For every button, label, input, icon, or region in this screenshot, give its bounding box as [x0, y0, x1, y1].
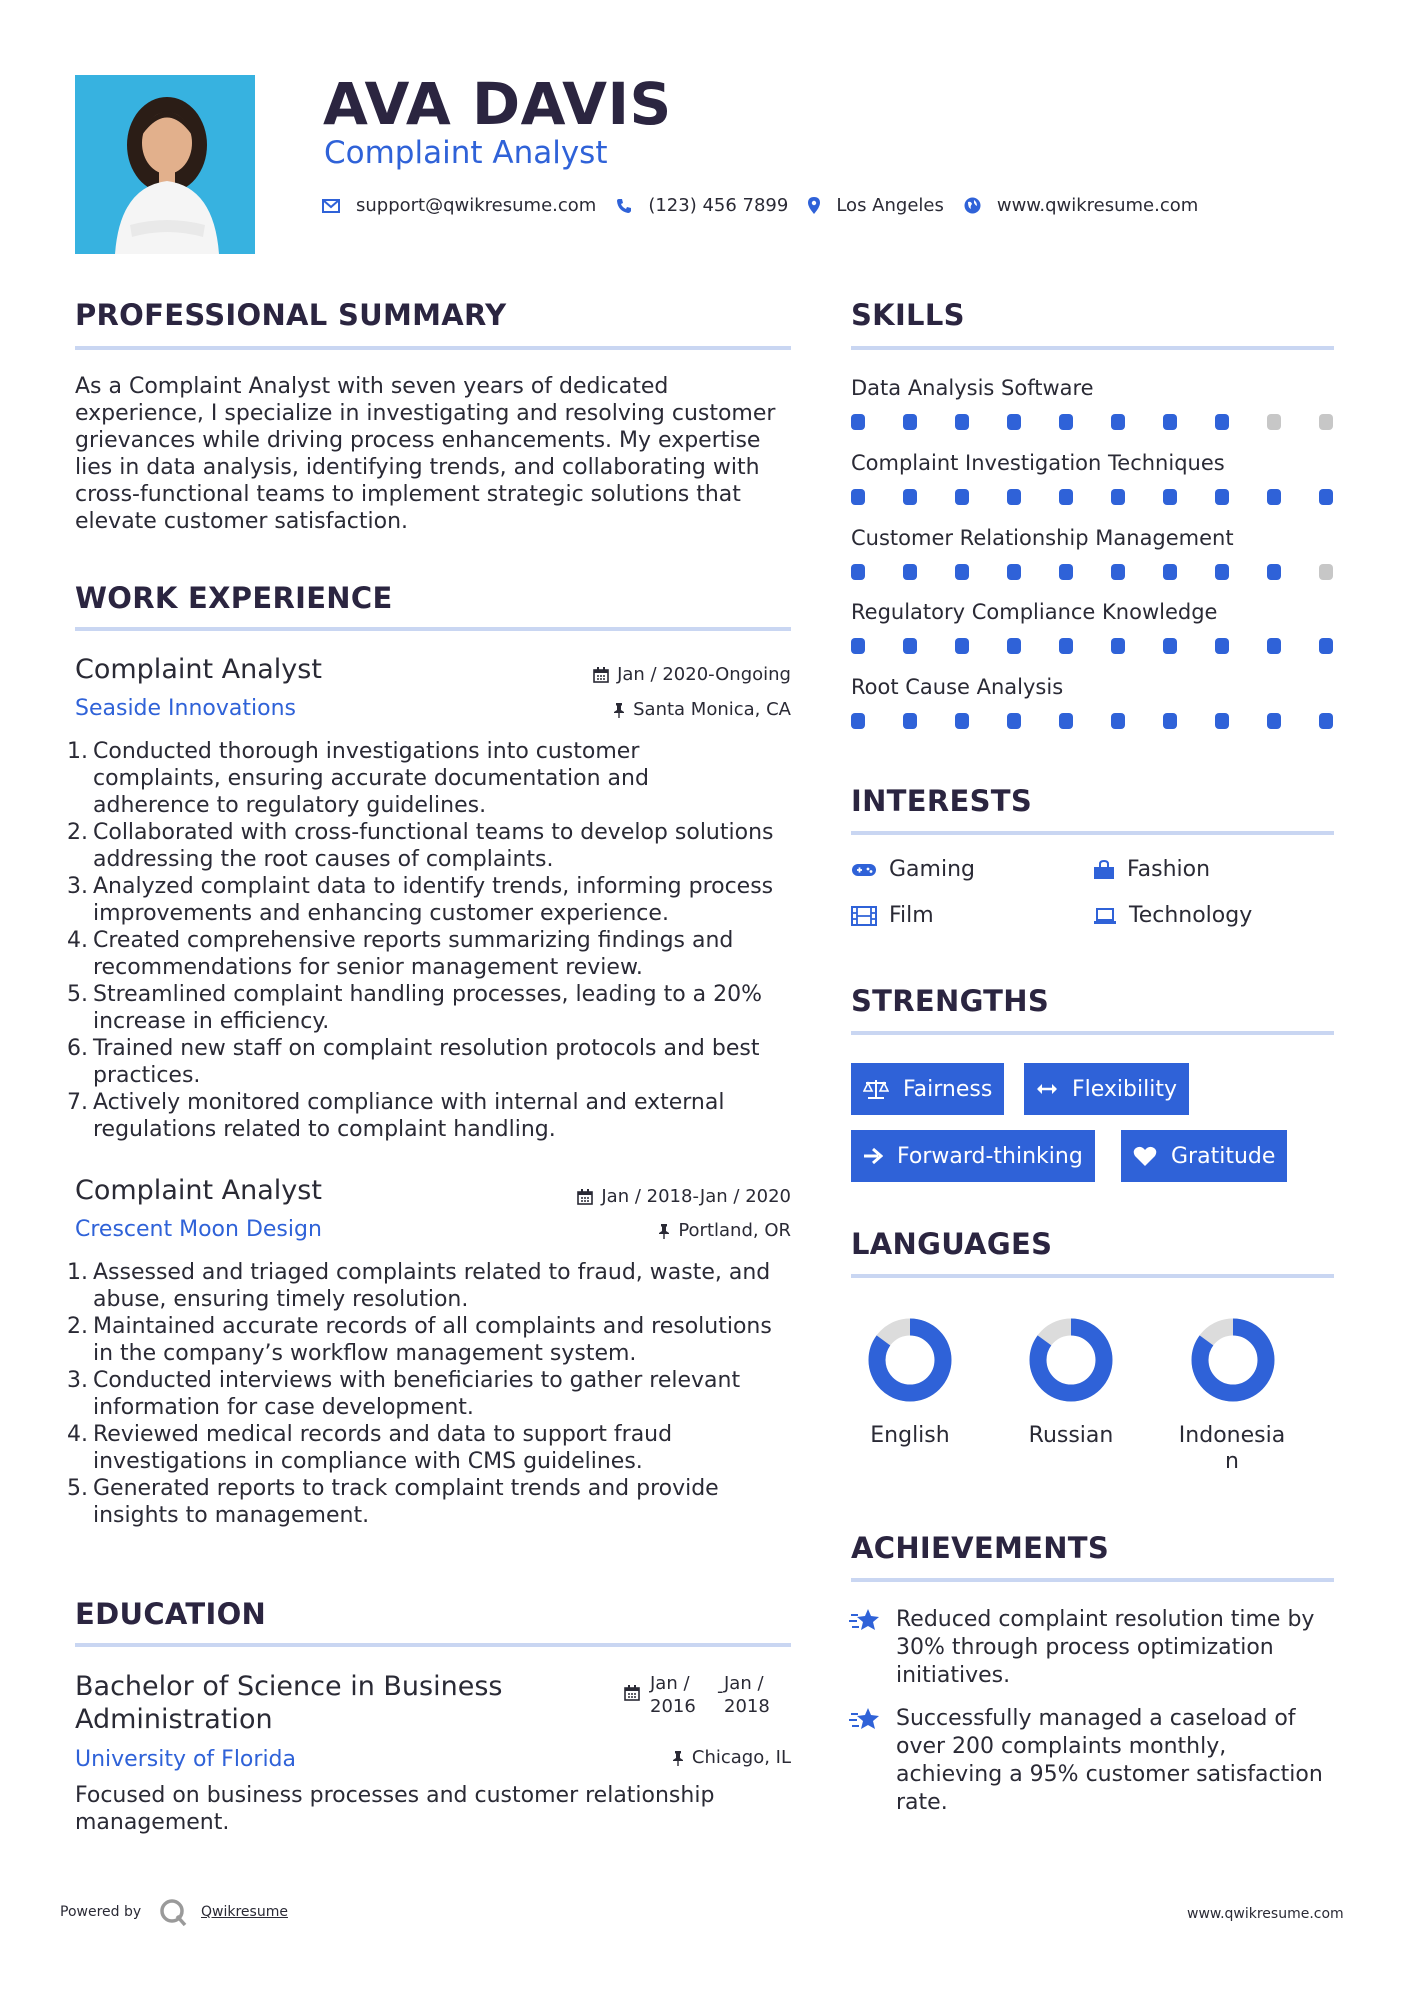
strength-label: Fairness: [903, 1076, 993, 1102]
contact-location: [808, 195, 944, 216]
bullet-number: 4.: [67, 1422, 88, 1447]
edu-desc-line: Focused on business processes and customer relationship: [75, 1783, 715, 1808]
skill-dot-filled: [903, 713, 917, 729]
job-bullets: [67, 1259, 805, 1529]
skill-dot-filled: [1319, 638, 1333, 654]
achievement-line: Successfully managed a caseload of: [896, 1706, 1296, 1731]
job-date-text: Jan / 2018-Jan / 2020: [601, 1186, 791, 1207]
bullet-number: 4.: [67, 928, 88, 953]
bullet-item: [67, 1089, 805, 1143]
skill-dot-filled: [1111, 713, 1125, 729]
skill-dot-filled: [1215, 489, 1229, 505]
job-date: [500, 1186, 791, 1207]
pushpin-icon: [672, 1750, 684, 1766]
skill-dot-filled: [1163, 638, 1177, 654]
edu-date-dash: -: [717, 1681, 724, 1702]
job-date: [540, 664, 791, 685]
contact-bar: [322, 195, 1218, 216]
gamepad-icon: [851, 862, 877, 878]
achievements-divider: [851, 1578, 1334, 1582]
bullet-line: Streamlined complaint handling processes, leading to a 20%: [93, 982, 763, 1007]
interests-divider: [851, 831, 1334, 835]
skill-dot-filled: [1059, 638, 1073, 654]
qwikresume-link[interactable]: Qwikresume: [201, 1904, 288, 1920]
summary-text: [75, 373, 805, 535]
skill-rating: [851, 638, 1333, 654]
contact-phone[interactable]: [616, 195, 788, 216]
bullet-number: 1.: [67, 1260, 88, 1285]
candidate-title: Complaint Analyst: [324, 135, 608, 171]
achievement-item: [896, 1705, 1336, 1817]
bullet-item: [67, 738, 805, 819]
language-proficiency-donut: [1021, 1310, 1121, 1410]
bullet-line: Trained new staff on complaint resolution protocols and best: [93, 1036, 760, 1061]
interests-heading: INTERESTS: [851, 784, 1033, 818]
location-text: Los Angeles: [836, 195, 944, 216]
skill-name: Complaint Investigation Techniques: [851, 451, 1225, 475]
summary-line: experience, I specialize in investigating and resolving customer: [75, 401, 776, 426]
bullet-line: recommendations for senior management review.: [93, 955, 643, 980]
bullet-number: 3.: [67, 874, 88, 899]
bullet-line: increase in efficiency.: [93, 1009, 330, 1034]
bullet-line: in the company’s workflow management system.: [93, 1341, 637, 1366]
bullet-line: Maintained accurate records of all complaints and resolutions: [93, 1314, 772, 1339]
skill-dot-filled: [851, 489, 865, 505]
skill-dot-filled: [1007, 564, 1021, 580]
bullet-number: 5.: [67, 1476, 88, 1501]
achievement-line: initiatives.: [896, 1663, 1011, 1688]
bullet-item: [67, 1035, 805, 1089]
bullet-line: abuse, ensuring timely resolution.: [93, 1287, 469, 1312]
bullet-line: Conducted interviews with beneficiaries to gather relevant: [93, 1368, 741, 1393]
bullet-line: practices.: [93, 1063, 201, 1088]
skill-dot-filled: [1163, 564, 1177, 580]
strength-label: Flexibility: [1072, 1076, 1177, 1102]
summary-heading: PROFESSIONAL SUMMARY: [75, 298, 507, 332]
interest-label: Gaming: [889, 857, 975, 882]
interest-technology: [1093, 903, 1252, 928]
edu-end-date: [724, 1672, 770, 1718]
skill-dot-filled: [1267, 713, 1281, 729]
achievement-item: [896, 1606, 1336, 1690]
skill-dot-filled: [1059, 713, 1073, 729]
skill-dot-filled: [1007, 414, 1021, 430]
bullet-number: 2.: [67, 820, 88, 845]
bullet-line: complaints, ensuring accurate documentation and: [93, 766, 649, 791]
edu-location: [540, 1747, 791, 1768]
shooting-star-icon: [849, 1607, 881, 1633]
bullet-line: Actively monitored compliance with internal and external: [93, 1090, 725, 1115]
strength-gratitude: [1121, 1130, 1287, 1182]
education-description: [75, 1782, 805, 1836]
skill-dot-filled: [1215, 713, 1229, 729]
bullet-line: Generated reports to track complaint trends and provide: [93, 1476, 719, 1501]
bullet-item: [67, 1421, 805, 1475]
skill-dot-filled: [1215, 414, 1229, 430]
skill-dot-filled: [955, 638, 969, 654]
company-name: Crescent Moon Design: [75, 1217, 322, 1242]
strengths-heading: STRENGTHS: [851, 984, 1050, 1018]
bullet-line: Created comprehensive reports summarizing findings and: [93, 928, 734, 953]
phone-text: (123) 456 7899: [648, 195, 789, 216]
skill-dot-filled: [1319, 713, 1333, 729]
bullet-line: Collaborated with cross-functional teams to develop solutions: [93, 820, 774, 845]
bullet-number: 7.: [67, 1090, 88, 1115]
skill-dot-filled: [955, 564, 969, 580]
website-text: www.qwikresume.com: [996, 195, 1199, 216]
bullet-line: regulations related to complaint handling.: [93, 1117, 556, 1142]
bullet-line: insights to management.: [93, 1503, 370, 1528]
skills-heading: SKILLS: [851, 298, 965, 332]
strength-fairness: [851, 1063, 1004, 1115]
skill-dot-filled: [1059, 489, 1073, 505]
degree-line: Bachelor of Science in Business: [75, 1671, 503, 1702]
interest-gaming: [851, 857, 975, 882]
bullet-item: [67, 819, 805, 873]
bullet-item: [67, 927, 805, 981]
bullet-item: [67, 1367, 805, 1421]
language-proficiency-donut: [1183, 1310, 1283, 1410]
job-location: [540, 699, 791, 720]
skill-dot-filled: [1163, 489, 1177, 505]
job-location-text: Santa Monica, CA: [633, 699, 791, 720]
laptop-icon: [1093, 907, 1117, 925]
bullet-line: adherence to regulatory guidelines.: [93, 793, 487, 818]
strength-label: Gratitude: [1171, 1143, 1276, 1169]
bullet-number: 1.: [67, 739, 88, 764]
language-label: [1167, 1423, 1297, 1475]
bullet-line: Assessed and triaged complaints related to fraud, waste, and: [93, 1260, 771, 1285]
languages-divider: [851, 1274, 1334, 1278]
map-pin-icon: [808, 197, 820, 214]
skill-dot-filled: [1111, 564, 1125, 580]
bullet-line: information for case development.: [93, 1395, 474, 1420]
achievement-line: Reduced complaint resolution time by: [896, 1607, 1315, 1632]
email-text: support@qwikresume.com: [356, 195, 597, 216]
job-bullets: [67, 738, 805, 1143]
summary-line: cross-functional teams to implement strategic solutions that: [75, 482, 741, 507]
edu-start-month: Jan /: [650, 1673, 690, 1694]
balance-scale-icon: [863, 1078, 889, 1100]
edu-start-date: [650, 1672, 696, 1718]
summary-line: As a Complaint Analyst with seven years of dedicated: [75, 374, 669, 399]
language-proficiency-donut: [860, 1310, 960, 1410]
skill-dot-filled: [955, 713, 969, 729]
skill-dot-filled: [851, 564, 865, 580]
school-name: University of Florida: [75, 1747, 296, 1772]
interest-label: Fashion: [1127, 857, 1211, 882]
contact-website[interactable]: [964, 195, 1198, 216]
candidate-name: AVA DAVIS: [323, 70, 672, 138]
bullet-item: [67, 981, 805, 1035]
experience-heading: WORK EXPERIENCE: [75, 581, 393, 615]
envelope-icon: [322, 199, 340, 213]
skill-dot-filled: [1007, 489, 1021, 505]
achievement-line: 30% through process optimization: [896, 1635, 1274, 1660]
skill-dot-filled: [1007, 638, 1021, 654]
bullet-number: 6.: [67, 1036, 88, 1061]
arrow-right-icon: [863, 1147, 883, 1165]
strength-flexibility: [1024, 1063, 1189, 1115]
skill-name: Root Cause Analysis: [851, 675, 1064, 699]
skill-rating: [851, 414, 1333, 430]
strength-forward-thinking: [851, 1130, 1095, 1182]
interest-fashion: [1093, 857, 1210, 882]
heart-icon: [1133, 1146, 1157, 1167]
skill-dot-filled: [1267, 638, 1281, 654]
degree-line: Administration: [75, 1704, 273, 1735]
film-icon: [851, 906, 877, 926]
achievement-line: over 200 complaints monthly,: [896, 1734, 1227, 1759]
company-name: Seaside Innovations: [75, 696, 296, 721]
bullet-line: improvements and enhancing customer experience.: [93, 901, 669, 926]
globe-icon: [964, 197, 981, 214]
skill-dot-filled: [851, 713, 865, 729]
skill-dot-filled: [903, 489, 917, 505]
skill-dot-filled: [1163, 713, 1177, 729]
bullet-item: [67, 873, 805, 927]
bullet-item: [67, 1259, 805, 1313]
skill-rating: [851, 489, 1333, 505]
language-name: Russian: [1028, 1423, 1114, 1448]
pushpin-icon: [613, 702, 625, 718]
footer-website[interactable]: www.qwikresume.com: [1187, 1906, 1344, 1922]
arrows-horizontal-icon: [1036, 1082, 1058, 1096]
skill-dot-empty: [1319, 414, 1333, 430]
experience-divider: [75, 627, 791, 631]
profile-photo: [75, 75, 255, 254]
skill-rating: [851, 564, 1333, 580]
language-name-wrap: n: [1225, 1449, 1239, 1474]
bullet-line: Conducted thorough investigations into customer: [93, 739, 640, 764]
skill-dot-filled: [903, 638, 917, 654]
skill-dot-filled: [1111, 638, 1125, 654]
pushpin-icon: [658, 1223, 670, 1239]
bullet-number: 5.: [67, 982, 88, 1007]
skills-divider: [851, 346, 1334, 350]
languages-heading: LANGUAGES: [851, 1227, 1053, 1261]
skill-dot-filled: [1007, 713, 1021, 729]
edu-start-year: 2016: [650, 1696, 696, 1717]
bullet-line: addressing the root causes of complaints.: [93, 847, 554, 872]
skill-dot-filled: [1163, 414, 1177, 430]
qwikresume-logo-icon: [158, 1897, 188, 1927]
degree-name: [75, 1670, 502, 1736]
skill-name: Data Analysis Software: [851, 376, 1094, 400]
phone-icon: [616, 198, 632, 214]
bullet-line: Analyzed complaint data to identify trends, informing process: [93, 874, 774, 899]
bullet-item: [67, 1313, 805, 1367]
powered-by-text: Powered by: [60, 1904, 142, 1920]
interest-label: Technology: [1129, 903, 1253, 928]
language-label: [1006, 1423, 1136, 1449]
education-heading: EDUCATION: [75, 1597, 267, 1631]
skill-dot-empty: [1319, 564, 1333, 580]
calendar-icon: [577, 1189, 593, 1205]
skill-dot-filled: [1059, 564, 1073, 580]
edu-location-text: Chicago, IL: [691, 1747, 791, 1768]
bullet-item: [67, 1475, 805, 1529]
summary-line: grievances while driving process enhancements. My expertise: [75, 428, 761, 453]
job-date-text: Jan / 2020-Ongoing: [617, 664, 791, 685]
language-name: English: [870, 1423, 950, 1448]
contact-email[interactable]: [322, 195, 596, 216]
strengths-divider: [851, 1031, 1334, 1035]
skill-dot-filled: [903, 564, 917, 580]
skill-dot-filled: [1111, 489, 1125, 505]
skill-rating: [851, 713, 1333, 729]
skill-dot-empty: [1267, 414, 1281, 430]
skill-dot-filled: [1319, 489, 1333, 505]
bullet-number: 3.: [67, 1368, 88, 1393]
interest-film: [851, 903, 934, 928]
language-label: [845, 1423, 975, 1449]
skill-dot-filled: [1215, 564, 1229, 580]
skill-dot-filled: [955, 489, 969, 505]
skill-dot-filled: [851, 638, 865, 654]
job-location: [540, 1220, 791, 1241]
skill-dot-filled: [1267, 564, 1281, 580]
job-title: Complaint Analyst: [75, 654, 322, 685]
summary-divider: [75, 346, 791, 350]
achievements-heading: ACHIEVEMENTS: [851, 1531, 1110, 1565]
job-location-text: Portland, OR: [678, 1220, 791, 1241]
edu-end-year: 2018: [724, 1696, 770, 1717]
achievement-line: rate.: [896, 1790, 948, 1815]
skill-dot-filled: [903, 414, 917, 430]
job-title: Complaint Analyst: [75, 1175, 322, 1206]
shopping-bag-icon: [1093, 860, 1115, 880]
achievement-line: achieving a 95% customer satisfaction: [896, 1762, 1323, 1787]
skill-name: Customer Relationship Management: [851, 526, 1234, 550]
skill-name: Regulatory Compliance Knowledge: [851, 600, 1218, 624]
interest-label: Film: [889, 903, 934, 928]
calendar-icon: [624, 1685, 640, 1701]
skill-dot-filled: [1267, 489, 1281, 505]
bullet-line: investigations in compliance with CMS guidelines.: [93, 1449, 643, 1474]
skill-dot-filled: [1111, 414, 1125, 430]
bullet-number: 2.: [67, 1314, 88, 1339]
language-name: Indonesia: [1178, 1423, 1286, 1448]
skill-dot-filled: [1215, 638, 1229, 654]
edu-end-month: Jan /: [724, 1673, 764, 1694]
summary-line: lies in data analysis, identifying trends, and collaborating with: [75, 455, 760, 480]
education-divider: [75, 1643, 791, 1647]
skill-dot-filled: [851, 414, 865, 430]
skill-dot-filled: [1059, 414, 1073, 430]
skill-dot-filled: [955, 414, 969, 430]
calendar-icon: [593, 667, 609, 683]
edu-desc-line: management.: [75, 1810, 230, 1835]
strength-label: Forward-thinking: [897, 1143, 1083, 1169]
shooting-star-icon: [849, 1706, 881, 1732]
bullet-line: Reviewed medical records and data to support fraud: [93, 1422, 673, 1447]
summary-line: elevate customer satisfaction.: [75, 509, 409, 534]
